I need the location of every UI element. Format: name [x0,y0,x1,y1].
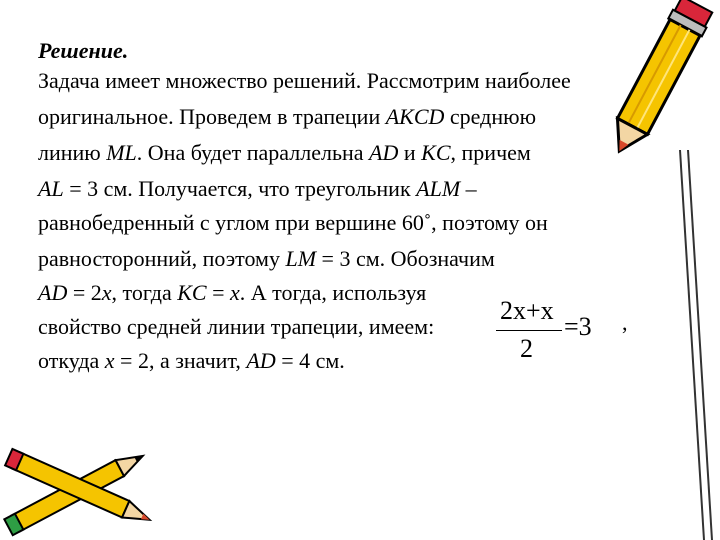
formula-denominator: 2 [520,334,533,363]
fraction-bar [496,330,562,331]
formula-fraction [496,296,616,376]
text-line: равнобедренный с углом при вершине 60˚, поэтому он [38,210,548,235]
text-line: равносторонний, поэтому LM = 3 см. Обозначим [38,246,495,271]
formula-numerator: 2x+x [500,296,554,325]
text-line: линию ML. Она будет параллельна AD и KC, причем [38,140,531,165]
text-line: оригинальное. Проведем в трапеции AKCD среднюю [38,104,536,129]
text-line: свойство средней линии трапеции, имеем: [38,314,435,339]
text-line: Задача имеет множество решений. Рассмотрим наиболее [38,68,571,93]
formula-trailing-comma: , [622,310,628,335]
pencil-lines-decoration [660,150,720,540]
crossed-pencils-icon [0,430,170,540]
text-line: AD = 2x, тогда KC = x. А тогда, используя [38,280,427,305]
pencil-icon [592,0,720,160]
solution-heading: Решение. [38,38,129,63]
text-line: откуда x = 2, а значит, AD = 4 см. [38,348,345,373]
formula-equals: =3 [564,312,592,341]
text-line: AL = 3 см. Получается, что треугольник ALM – [38,176,477,201]
